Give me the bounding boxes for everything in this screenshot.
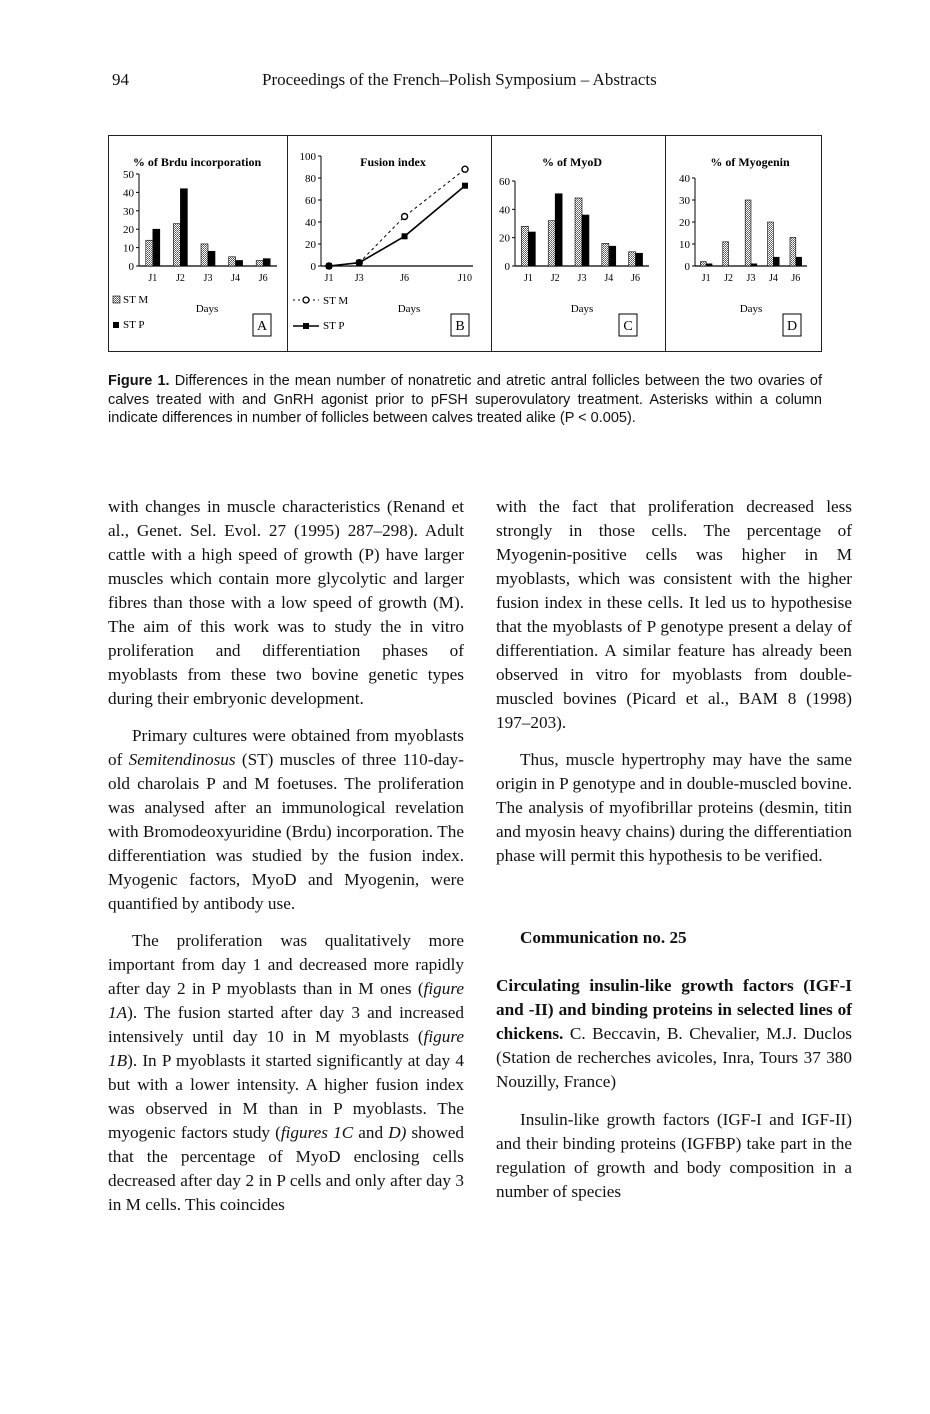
y-tick-label: 40 — [305, 217, 316, 229]
figure-1-charts — [109, 136, 823, 353]
bar — [723, 242, 729, 266]
x-tick-label: J2 — [175, 273, 185, 284]
panel-title: % of MyoD — [542, 155, 602, 169]
bar — [548, 221, 555, 266]
bar — [180, 189, 187, 266]
legend-marker-stm — [303, 297, 309, 303]
x-tick-label: J4 — [768, 273, 778, 284]
x-tick-label: J6 — [400, 273, 410, 284]
x-tick-label: J1 — [523, 273, 533, 284]
y-tick-label: 80 — [305, 173, 316, 185]
page-header — [0, 70, 930, 94]
x-tick-label: J1 — [324, 273, 334, 284]
y-tick-label: 10 — [679, 239, 690, 251]
bar — [700, 262, 706, 266]
bar — [229, 257, 236, 266]
y-tick-label: 0 — [310, 261, 316, 273]
data-point — [326, 263, 332, 269]
page-number: 94 — [112, 70, 129, 89]
bar — [796, 257, 802, 266]
y-tick-label: 40 — [679, 173, 690, 185]
bar — [751, 264, 757, 266]
x-tick-label: J6 — [258, 273, 268, 284]
y-tick-label: 100 — [299, 151, 316, 163]
x-tick-label: J3 — [354, 273, 364, 284]
x-axis-label: Days — [195, 303, 219, 315]
bar — [153, 229, 160, 266]
y-tick-label: 20 — [499, 232, 510, 245]
communication-heading: Communication no. 25 — [520, 928, 687, 947]
x-tick-label: J3 — [203, 273, 213, 284]
bar — [521, 226, 528, 266]
running-title: Proceedings of the French–Polish Symposium – Abstracts — [262, 70, 657, 89]
bar — [609, 246, 616, 266]
y-tick-label: 40 — [123, 187, 134, 200]
x-tick-label: J6 — [631, 273, 641, 284]
bar — [745, 200, 751, 266]
legend-swatch-stm — [113, 296, 120, 303]
series-line — [329, 169, 465, 266]
paragraph: Thus, muscle hypertrophy may have the same origin in P genotype and in double-muscled bovine. The analysis of myofibrillar proteins (desmin, titin and myosin heavy chains) during the differentiation phase will permit this hypothesis to be verified. — [496, 750, 852, 865]
x-tick-label: J10 — [458, 273, 472, 284]
y-tick-label: 40 — [499, 204, 510, 217]
x-tick-label: J2 — [550, 273, 560, 284]
bar — [706, 264, 712, 266]
legend-label: ST P — [323, 320, 345, 332]
bar — [636, 253, 643, 266]
panel-letter: C — [623, 319, 633, 334]
bar — [201, 244, 208, 266]
article-title: Circulating insulin-like growth factors (IGF-I and -II) and binding proteins in selected lines of chickens. C. Beccavin, B. Chevalier, M.J. Duclos (Station de recherches avicoles, Inra, Tours 37 380 Nouzilly, France) — [496, 976, 852, 1091]
data-point — [356, 260, 362, 266]
x-axis-label: Days — [570, 303, 594, 315]
bar — [582, 215, 589, 266]
right-column — [496, 495, 852, 1217]
bar — [575, 198, 582, 266]
bar — [790, 237, 796, 266]
x-tick-label: J4 — [231, 273, 241, 284]
y-tick-label: 10 — [123, 242, 134, 255]
data-point — [402, 233, 408, 239]
caption-label: Figure 1. — [108, 373, 170, 389]
bar — [263, 259, 270, 266]
bar — [773, 257, 779, 266]
y-tick-label: 30 — [679, 195, 690, 207]
x-tick-label: J1 — [148, 273, 158, 284]
legend-label: ST M — [323, 295, 349, 307]
bar — [208, 251, 215, 266]
left-column — [108, 495, 464, 1230]
y-tick-label: 50 — [123, 169, 134, 181]
data-point — [402, 214, 408, 220]
panel-letter: B — [455, 319, 465, 334]
y-tick-label: 0 — [504, 261, 510, 273]
data-point — [462, 183, 468, 189]
legend-label: ST M — [123, 294, 149, 306]
y-tick-label: 30 — [123, 205, 134, 218]
panel-title: % of Brdu incorporation — [132, 155, 262, 169]
legend-label: ST P — [123, 319, 145, 331]
bar — [173, 224, 180, 266]
paragraph: Primary cultures were obtained from myoblasts of Semitendinosus (ST) muscles of three 110-day-old charolais P and M foetuses. The proliferation was analysed after an immunological revelation with Bromodeoxyuridine (Brdu) incorporation. The differentiation was studied by the fusion index. Myogenic factors, MyoD and Myogenin, were quantified by antibody use. — [108, 726, 464, 913]
legend-marker-stp — [303, 323, 309, 329]
y-tick-label: 20 — [123, 224, 134, 237]
bar — [236, 260, 243, 266]
bar — [602, 243, 609, 266]
x-tick-label: J4 — [604, 273, 614, 284]
paragraph: Insulin-like growth factors (IGF-I and IGF-II) and their binding proteins (IGFBP) take part in the regulation of growth and body composition in a number of species — [496, 1110, 852, 1201]
x-axis-label: Days — [739, 303, 763, 315]
paragraph: with the fact that proliferation decreased less strongly in those cells. The percentage of Myogenin-positive cells was higher in M myoblasts, which was consistent with the higher fusion index in these cells. It led us to hypothesise that the myoblasts of P genotype present a delay of differentiation. A similar feature has already been observed in vitro for myoblasts from double-muscled bovines (Picard et al., BAM 8 (1998) 197–203). — [496, 497, 852, 732]
y-tick-label: 0 — [684, 261, 690, 273]
y-tick-label: 60 — [499, 176, 510, 188]
y-tick-label: 20 — [679, 217, 690, 229]
x-tick-label: J3 — [577, 273, 587, 284]
bar — [768, 222, 774, 266]
x-axis-label: Days — [397, 303, 421, 315]
x-tick-label: J2 — [724, 273, 734, 284]
panel-letter: A — [256, 319, 268, 334]
x-tick-label: J3 — [746, 273, 756, 284]
x-tick-label: J1 — [701, 273, 711, 284]
figure-caption — [108, 372, 822, 428]
bar — [146, 240, 153, 266]
bar — [555, 194, 562, 266]
paragraph: with changes in muscle characteristics (Renand et al., Genet. Sel. Evol. 27 (1995) 287–298). Adult cattle with a high speed of growth (P) have larger muscles which contain more glycolytic and larger fibres than those with a low speed of growth (M). The aim of this work was to study the in vitro proliferation and differentiation phases of myoblasts from these two bovine genetic types during their embryonic development. — [108, 497, 464, 708]
panel-letter: D — [786, 319, 798, 334]
paragraph: The proliferation was qualitatively more important from day 1 and decreased more rapidly after day 2 in P myoblasts than in M ones (figure 1A). The fusion started after day 3 and increased intensively until day 10 in M myoblasts (figure 1B). In P myoblasts it started significantly at day 4 but with a lower intensity. A higher fusion index was observed in M than in P myoblasts. The myogenic factors study (figures 1C and D) showed that the percentage of MyoD enclosing cells decreased after day 2 in P cells and only after day 3 in M cells. This coincides — [108, 931, 465, 1214]
y-tick-label: 60 — [305, 195, 316, 207]
y-tick-label: 20 — [305, 239, 316, 251]
y-tick-label: 0 — [128, 261, 134, 273]
data-point — [462, 166, 468, 172]
panel-title: Fusion index — [360, 155, 426, 169]
panel-title: % of Myogenin — [710, 155, 790, 169]
bar — [256, 260, 263, 266]
figure-1 — [108, 135, 822, 352]
caption-text: Differences in the mean number of nonatretic and atretic antral follicles between the two ovaries of calves treated with and GnRH agonist prior to pFSH superovulatory treatment. Asterisks within a column indicate differences in number of follicles between calves treated alike (P < 0.005). — [108, 373, 822, 426]
bar — [629, 252, 636, 266]
x-tick-label: J6 — [791, 273, 801, 284]
series-line — [329, 186, 465, 266]
bar — [528, 232, 535, 266]
legend-swatch-stp — [113, 322, 119, 328]
